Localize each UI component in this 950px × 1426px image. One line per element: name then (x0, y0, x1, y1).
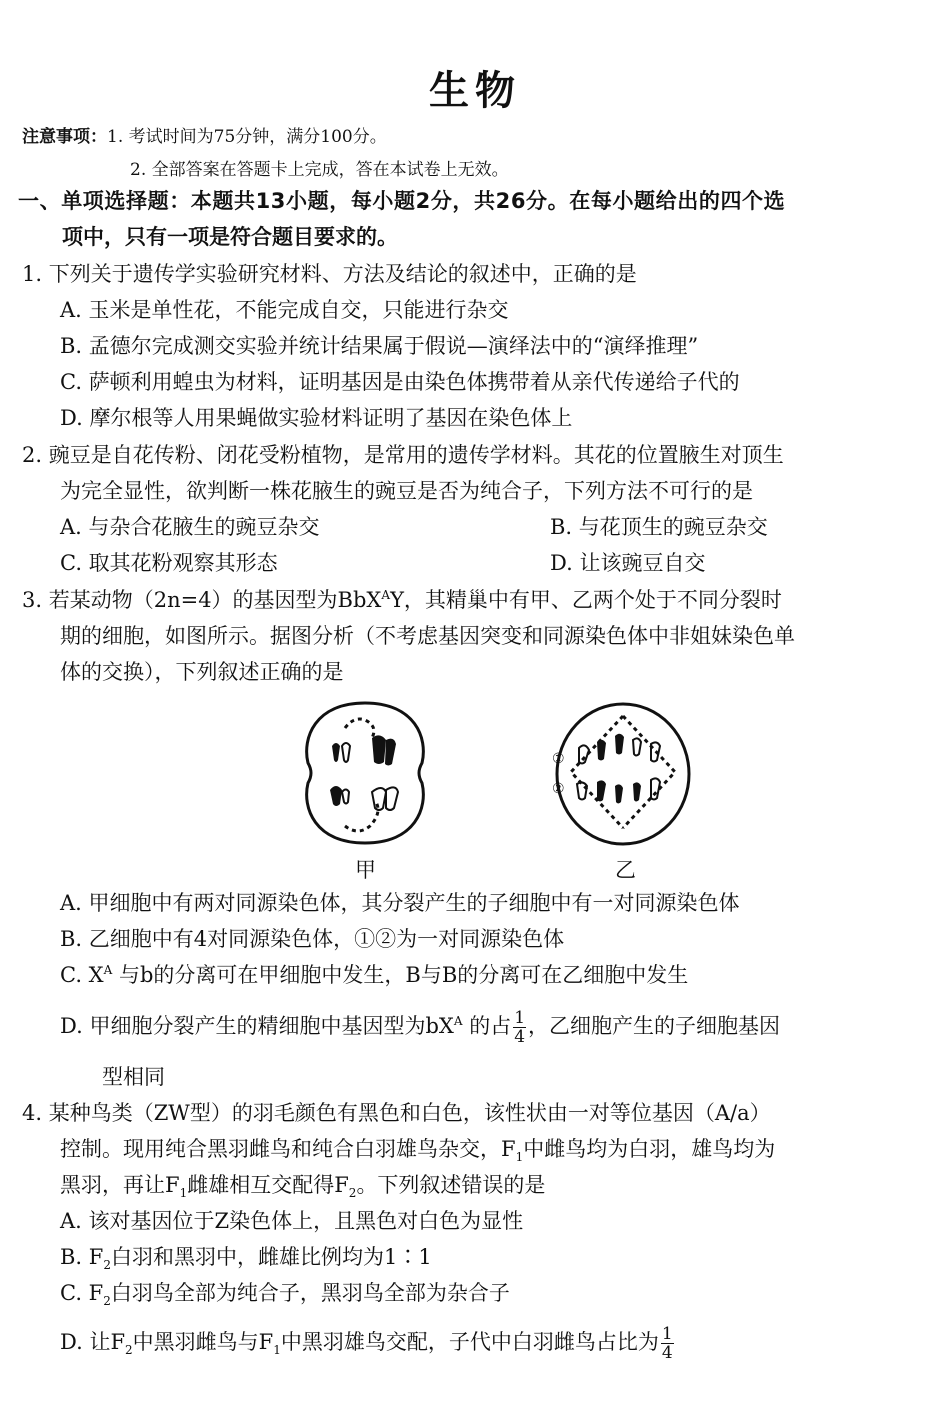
subscript: 1 (179, 1186, 188, 1201)
page-title: 生物 (429, 68, 521, 114)
q2-stem-line-1: 2. 豌豆是自花传粉、闭花受粉植物，是常用的遗传学材料。其花的位置腋生对顶生 (22, 443, 784, 467)
superscript: A (103, 963, 113, 977)
q2-option-b: B. 与花顶生的豌豆杂交 (550, 515, 768, 539)
q4-option-c-part: C. F (60, 1281, 104, 1305)
q3-option-d-part: D. 甲细胞分裂产生的精细胞中基因型为bX (60, 1014, 454, 1038)
q4-option-c (60, 1278, 510, 1308)
q4-stem-line-2 (60, 1134, 775, 1164)
figure-mark-1: ① (552, 751, 565, 767)
q4-option-b-part: 白羽和黑羽中，雌雄比例均为1∶1 (111, 1245, 432, 1269)
figure-label-yi: 乙 (615, 858, 636, 882)
fraction-numerator: 1 (514, 1008, 526, 1028)
q3-option-d-part: 的占 (462, 1014, 512, 1038)
q4-option-d-part: D. 让F (60, 1330, 126, 1354)
cell-yi-figure (553, 700, 693, 848)
q3-stem-line-2: 期的细胞，如图所示。据图分析（不考虑基因突变和同源染色体中非姐妹染色单 (60, 624, 795, 648)
q4-option-d (60, 1322, 676, 1362)
q4-stem-part: 中雌鸟均为白羽，雄鸟均为 (523, 1137, 776, 1161)
q3-option-d-line-2: 型相同 (102, 1065, 165, 1089)
fraction (513, 1009, 526, 1046)
q3-stem-line-3: 体的交换），下列叙述正确的是 (60, 660, 344, 684)
subscript: 1 (273, 1343, 281, 1358)
fraction-numerator: 1 (661, 1324, 673, 1344)
subscript: 2 (125, 1343, 133, 1358)
q3-option-d (60, 1006, 780, 1046)
q2-stem-line-2: 为完全显性，欲判断一株花腋生的豌豆是否为纯合子，下列方法不可行的是 (60, 479, 753, 503)
q2-option-a: A. 与杂合花腋生的豌豆杂交 (60, 515, 320, 539)
q1-option-b: B. 孟德尔完成测交实验并统计结果属于假说—演绎法中的“演绎推理” (60, 334, 699, 358)
fraction-denominator: 4 (661, 1343, 673, 1363)
q4-option-c-part: 白羽鸟全部为纯合子，黑羽鸟全部为杂合子 (110, 1281, 510, 1305)
subscript: 2 (103, 1258, 111, 1273)
q1-option-d: D. 摩尔根等人用果蝇做实验材料证明了基因在染色体上 (60, 406, 573, 430)
q4-option-d-part: 中黑羽雌鸟与F (132, 1330, 274, 1354)
cell-jia-figure (290, 698, 440, 848)
q3-stem-part: Y，其精巢中有甲、乙两个处于不同分裂时 (390, 588, 782, 612)
q3-option-d-part: ，乙细胞产生的子细胞基因 (528, 1014, 781, 1038)
fraction (661, 1325, 674, 1362)
q4-option-a: A. 该对基因位于Z染色体上，且黑色对白色为显性 (60, 1209, 524, 1233)
q3-option-c (60, 960, 688, 990)
note-item-1: 1. 考试时间为75分钟，满分100分。 (107, 127, 387, 147)
fraction-denominator: 4 (514, 1027, 526, 1047)
q4-option-b-part: B. F (60, 1245, 104, 1269)
note-item-2: 2. 全部答案在答题卡上完成，答在本试卷上无效。 (130, 160, 509, 180)
subscript: 1 (515, 1150, 524, 1165)
q4-option-b (60, 1242, 432, 1272)
q3-option-c-part: 与b的分离可在甲细胞中发生，B与B的分离可在乙细胞中发生 (112, 963, 689, 987)
q4-stem-part: 雌雄相互交配得F (187, 1173, 349, 1197)
subscript: 2 (103, 1294, 111, 1309)
section-heading-line-1: 一、单项选择题：本题共13小题，每小题2分，共26分。在每小题给出的四个选 (18, 189, 786, 213)
q3-option-b: B. 乙细胞中有4对同源染色体，①②为一对同源染色体 (60, 927, 565, 951)
q4-option-d-part: 中黑羽雄鸟交配，子代中白羽雌鸟占比为 (280, 1330, 659, 1354)
superscript: A (453, 1014, 463, 1028)
figure-mark-2: ② (552, 781, 565, 797)
q1-option-c: C. 萨顿利用蝗虫为材料，证明基因是由染色体携带着从亲代传递给子代的 (60, 370, 740, 394)
q1-option-a: A. 玉米是单性花，不能完成自交，只能进行杂交 (60, 298, 509, 322)
q2-option-d: D. 让该豌豆自交 (550, 551, 706, 575)
q4-stem-part: 。下列叙述错误的是 (356, 1173, 546, 1197)
notes-label: 注意事项： (22, 127, 107, 147)
q4-stem-part: 黑羽，再让F (60, 1173, 180, 1197)
q4-stem-line-3 (60, 1170, 545, 1200)
figure-label-jia: 甲 (355, 858, 376, 882)
q4-stem-part: 控制。现用纯合黑羽雌鸟和纯合白羽雄鸟杂交，F (60, 1137, 516, 1161)
notes-line-1 (22, 122, 387, 152)
q3-option-a: A. 甲细胞中有两对同源染色体，其分裂产生的子细胞中有一对同源染色体 (60, 891, 740, 915)
q1-stem: 1. 下列关于遗传学实验研究材料、方法及结论的叙述中，正确的是 (22, 262, 637, 286)
superscript: A (381, 588, 391, 602)
q4-stem-line-1: 4. 某种鸟类（ZW型）的羽毛颜色有黑色和白色，该性状由一对等位基因（A/a） (22, 1101, 771, 1125)
q3-option-c-part: C. X (60, 963, 104, 987)
q2-option-c: C. 取其花粉观察其形态 (60, 551, 278, 575)
section-heading-line-2: 项中，只有一项是符合题目要求的。 (62, 225, 398, 249)
subscript: 2 (348, 1186, 357, 1201)
q3-stem-line-1 (22, 585, 782, 615)
q3-stem-part: 3. 若某动物（2n=4）的基因型为BbX (22, 588, 382, 612)
